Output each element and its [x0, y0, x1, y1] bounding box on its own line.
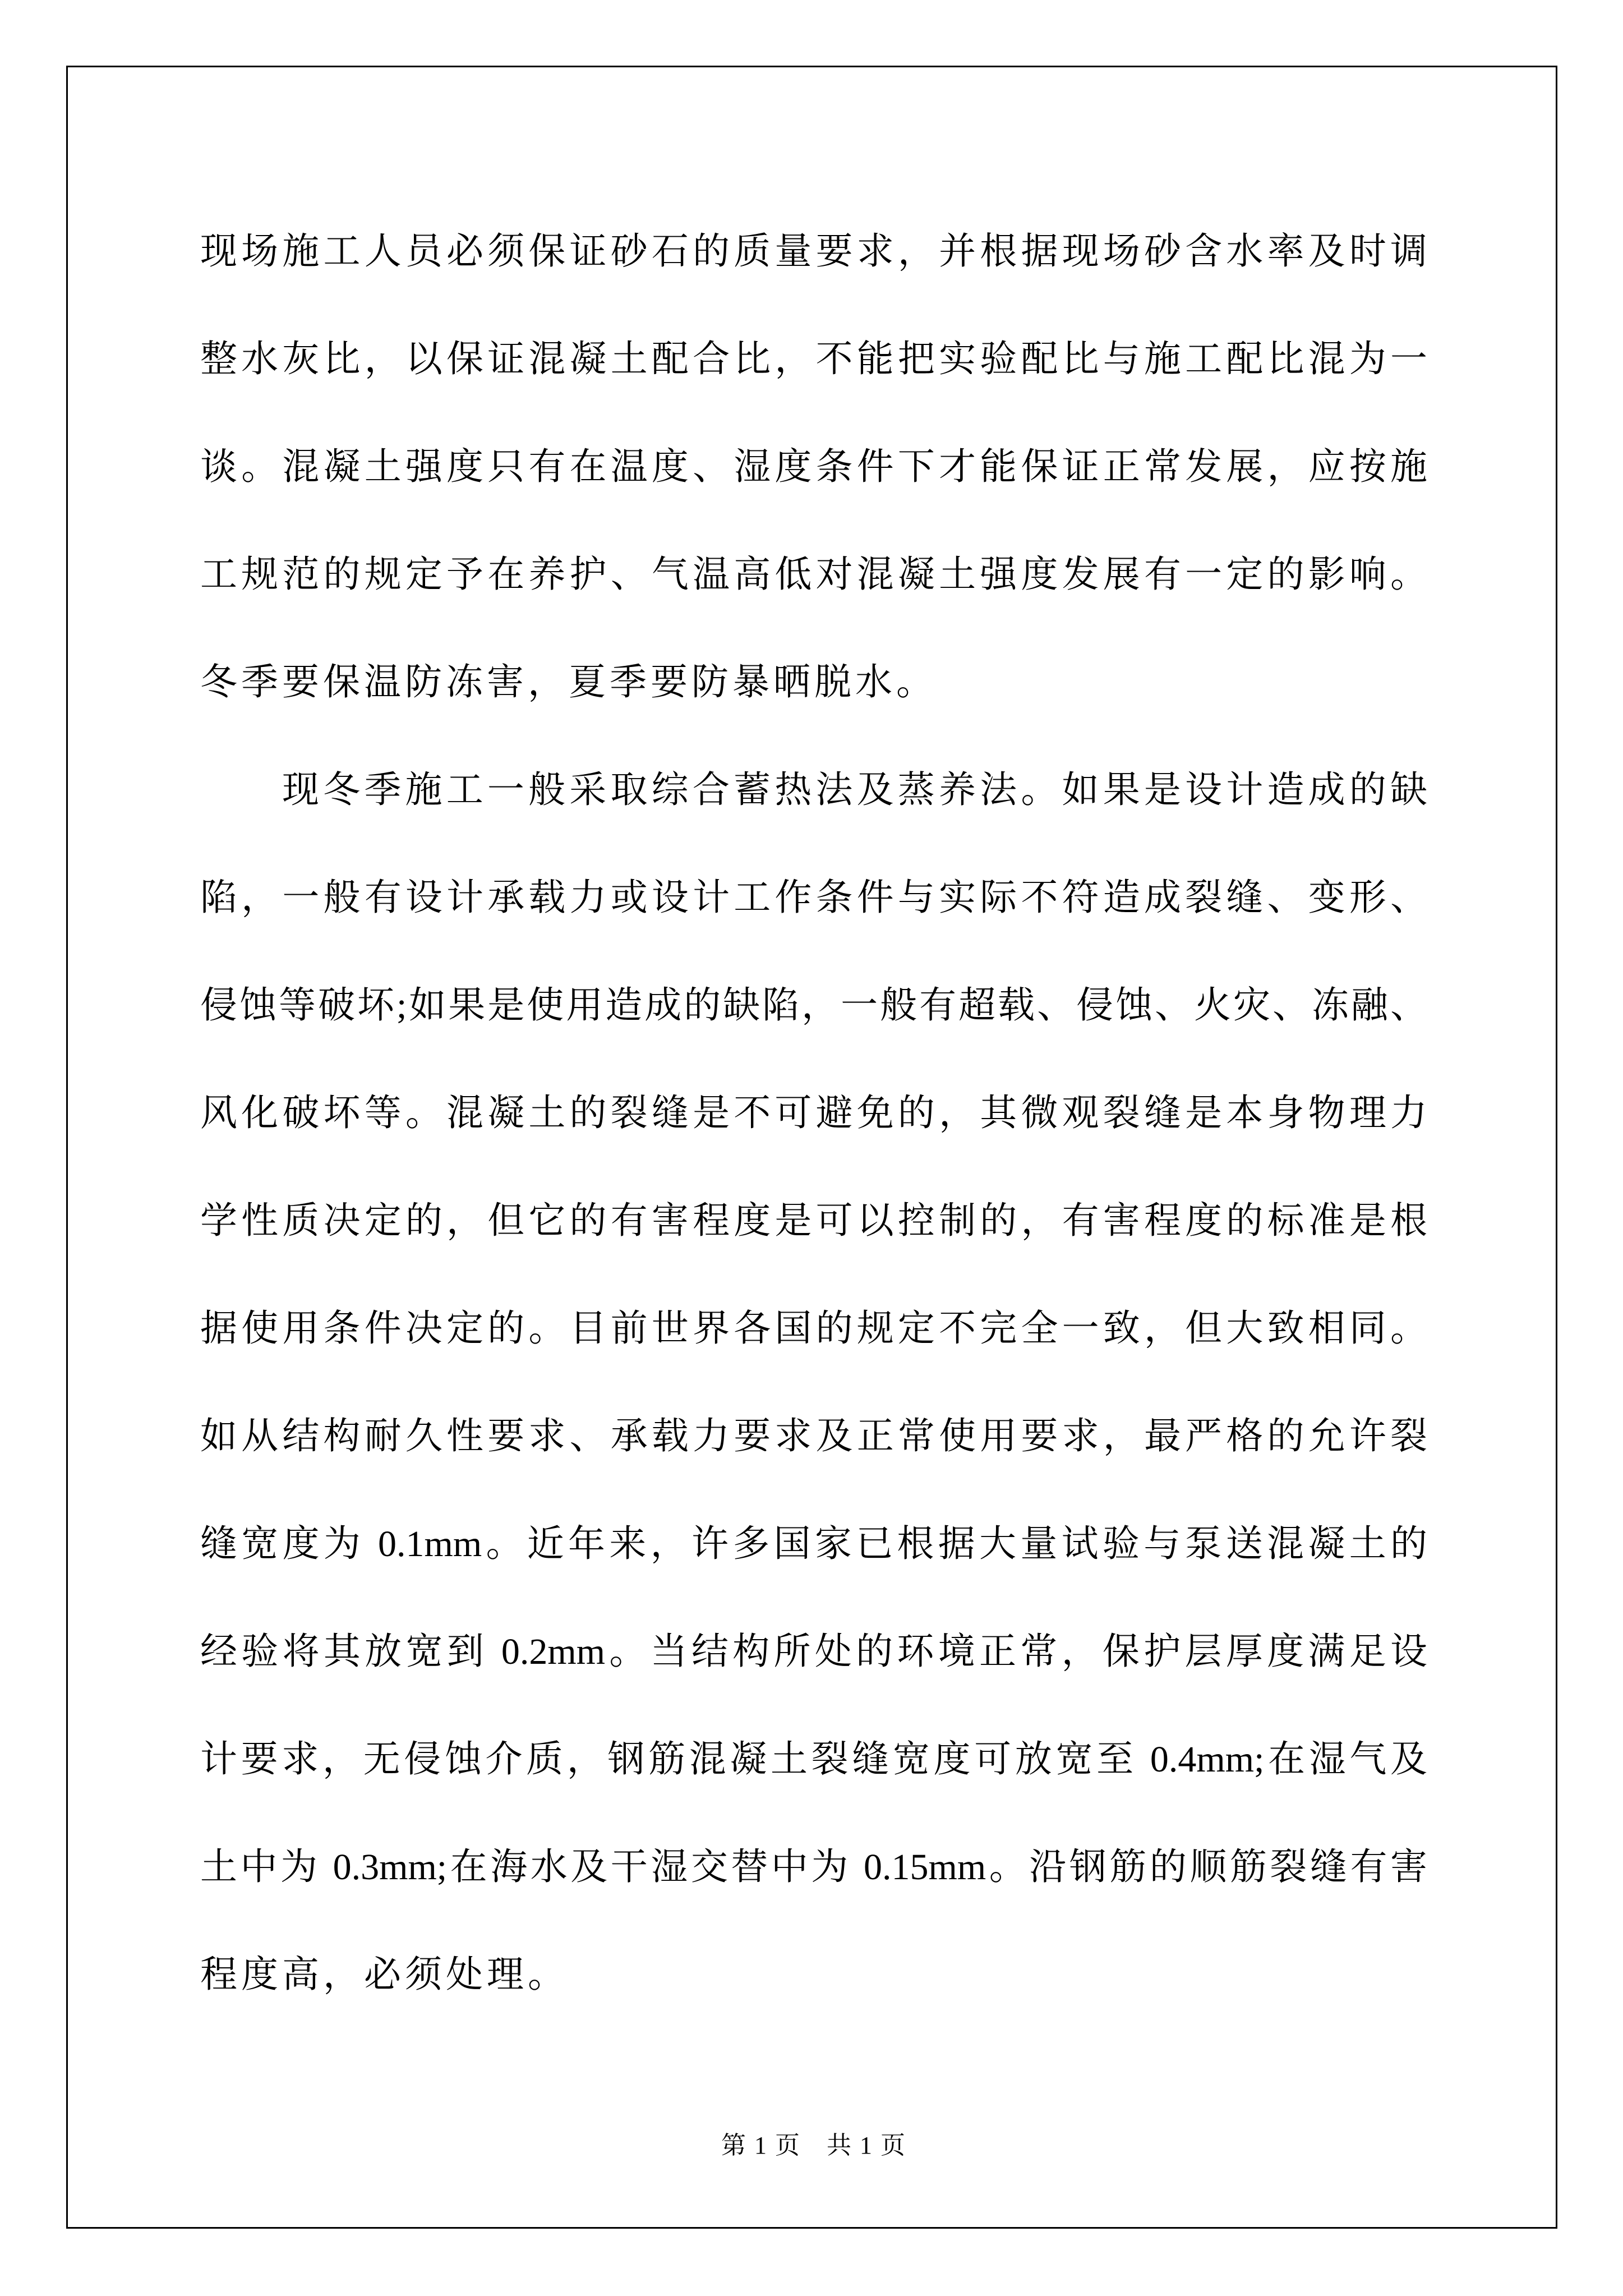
text-line: 现冬季施工一般采取综合蓄热法及蒸养法。如果是设计造成的缺 — [282, 770, 1427, 811]
text-line: 陷，一般有设计承载力或设计工作条件与实际不符造成裂缝、变形、 — [200, 877, 1427, 918]
page-footer: 第 1 页 共 1 页 — [721, 2132, 906, 2159]
text-line: 风化破坏等。混凝土的裂缝是不可避免的，其微观裂缝是本身物理力 — [200, 1093, 1427, 1134]
text-line: 缝宽度为 0.1mm。近年来，许多国家已根据大量试验与泵送混凝土的 — [200, 1524, 1427, 1565]
body-text — [200, 198, 1427, 2029]
text-line: 土中为 0.3mm;在海水及干湿交替中为 0.15mm。沿钢筋的顺筋裂缝有害 — [200, 1847, 1427, 1888]
text-line: 学性质决定的，但它的有害程度是可以控制的，有害程度的标准是根 — [200, 1200, 1427, 1241]
text-line: 工规范的规定予在养护、气温高低对混凝土强度发展有一定的影响。 — [200, 554, 1427, 595]
text-line: 计要求，无侵蚀介质，钢筋混凝土裂缝宽度可放宽至 0.4mm;在湿气及 — [200, 1739, 1427, 1780]
text-line: 经验将其放宽到 0.2mm。当结构所处的环境正常，保护层厚度满足设 — [200, 1631, 1427, 1672]
text-line: 整水灰比，以保证混凝土配合比，不能把实验配比与施工配比混为一 — [200, 339, 1427, 380]
text-line: 如从结构耐久性要求、承载力要求及正常使用要求，最严格的允许裂 — [200, 1416, 1427, 1457]
text-line: 侵蚀等破坏;如果是使用造成的缺陷，一般有超载、侵蚀、火灾、冻融、 — [200, 985, 1427, 1026]
text-line: 现场施工人员必须保证砂石的质量要求，并根据现场砂含水率及时调 — [200, 231, 1427, 272]
text-line: 冬季要保温防冻害，夏季要防暴晒脱水。 — [200, 662, 937, 703]
text-line: 程度高，必须处理。 — [200, 1954, 569, 1995]
text-line: 谈。混凝土强度只有在温度、湿度条件下才能保证正常发展，应按施 — [200, 447, 1427, 487]
text-line: 据使用条件决定的。目前世界各国的规定不完全一致，但大致相同。 — [200, 1308, 1427, 1349]
